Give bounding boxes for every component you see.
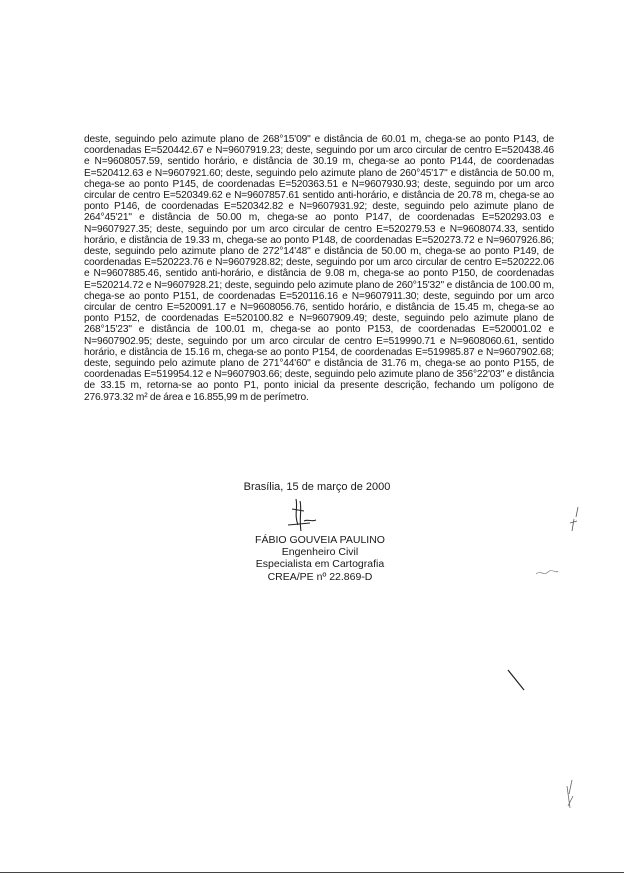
- signer-title: Engenheiro Civil: [281, 546, 359, 559]
- property-description-text: [84, 134, 554, 403]
- signature-block: [240, 534, 400, 583]
- description-paragraph: deste, seguindo pelo azimute plano de 268°15'09" e distância de 60.01 m, chega-se ao ponto P143, de coordenadas E=520442.67 e N=9607919.23; deste, seguindo por um arco circular de centro E=520438.46 e N=9608057.59, sentido horário, e distância de 30.19 m, chega-se ao ponto P144, de coordenadas E=520412.63 e N=9607921.60; deste, seguindo pelo azimute plano de 260°45'17" e distância de 50.00 m, chega-se ao ponto P145, de coordenadas E=520363.51 e N=9607930.93; deste, seguindo por um arco circular de centro E=520349.62 e N=9607857.61 sentido anti-horário, e distância de 20.78 m, chega-se ao ponto P146, de coordenadas E=520342.82 e N=9607931.92; deste, seguindo pelo azimute plano de 264°45'21" e distância de 50.00 m, chega-se ao ponto P147, de coordenadas E=520293.03 e N=9607927.35; deste, seguindo por um arco circular de centro E=520279.53 e N=9608074.33, sentido horário, e distância de 19.33 m, chega-se ao ponto P148, de coordenadas E=520273.72 e N=9607926.86; deste, seguindo pelo azimute plano de 272°14'48" e distância de 50.00 m, chega-se ao ponto P149, de coordenadas E=520223.76 e N=9607928.82; deste, seguindo por um arco circular de centro E=520222.06 e N=9607885.46, sentido anti-horário, e distância de 9.08 m, chega-se ao ponto P150, de coordenadas E=520214.72 e N=9607928.21; deste, seguindo pelo azimute plano de 260°15'32" e distância de 100.00 m, chega-se ao ponto P151, de coordenadas E=520116.16 e N=9607911.30; deste, seguindo por um arco circular de centro E=520091.17 e N=9608056.76, sentido horário, e distância de 15.45 m, chega-se ao ponto P152, de coordenadas E=520100.82 e N=9607909.49; deste, seguindo pelo azimute plano de 268°15'23" e distância de 100.01 m, chega-se ao ponto P153, de coordenadas E=520001.02 e N=9607902.95; deste, seguindo por um arco circular de centro E=519990.71 e N=9608060.61, sentido horário, e distância de 15.16 m, chega-se ao ponto P154, de coordenadas E=519985.87 e N=9607902.68; deste, seguindo pelo azimute plano de 271°44'60" e distância de 31.76 m, chega-se ao ponto P155, de coordenadas E=519954.12 e N=9607903.66; deste, seguindo pelo azimute plano de 356°22'03" e distância de 33.15 m, retorna-se ao ponto P1, ponto inicial da presente descrição, fechando um polígono de 276.973.32 m² de área e 16.855,99 m de perímetro.: [84, 134, 554, 403]
- smudge-mark-icon: [534, 566, 560, 580]
- signer-specialty: Especialista em Cartografia: [255, 558, 385, 571]
- initial-mark-icon: [566, 505, 582, 535]
- corner-initial-icon: [563, 778, 577, 810]
- pen-stroke-icon: [506, 668, 526, 692]
- signer-registration: CREA/PE nº 22.869-D: [267, 570, 373, 583]
- signature-scribble-icon: [282, 495, 342, 535]
- signer-name: FÁBIO GOUVEIA PAULINO: [255, 534, 385, 546]
- place-and-date: Brasília, 15 de março de 2000: [243, 481, 391, 493]
- page-bottom-edge: [0, 872, 624, 873]
